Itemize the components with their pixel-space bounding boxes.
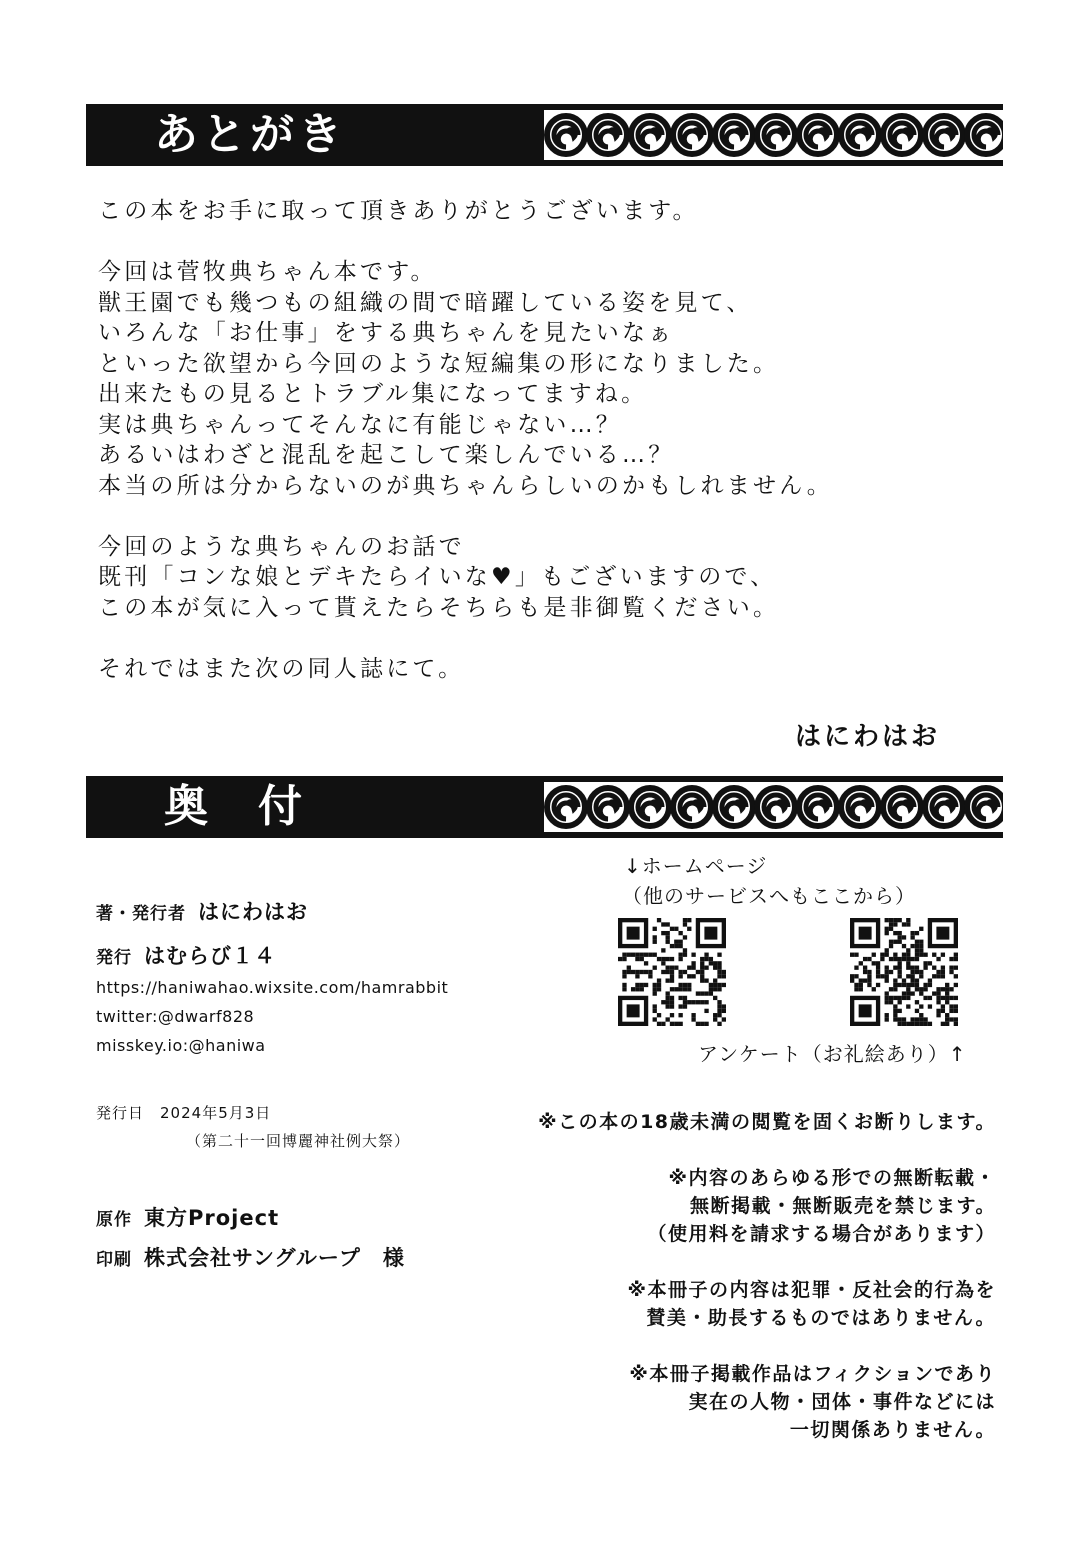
- age-notice: [538, 1108, 996, 1136]
- spiral-wave-icon: [757, 788, 795, 826]
- fiction-notice: [629, 1360, 996, 1444]
- original-row: [96, 1202, 279, 1232]
- author-label: 著・発行者: [96, 904, 186, 924]
- spiral-wave-icon: [589, 116, 627, 154]
- colophon-heading: 奥付: [164, 781, 352, 832]
- afterword-signature: はにわはお: [794, 722, 940, 752]
- afterword-header-band: [86, 104, 1003, 166]
- afterword-line: 今回のような典ちゃんのお話で: [98, 533, 465, 560]
- homepage-caption-sub: （他のサービスへもここから）: [622, 884, 916, 908]
- notice-line: 賛美・助長するものではありません。: [646, 1307, 996, 1329]
- spiral-wave-icon: [673, 788, 711, 826]
- afterword-line: この本が気に入って貰えたらそちらも是非御覧ください。: [98, 594, 780, 621]
- afterword-line: この本をお手に取って頂きありがとうございます。: [98, 198, 699, 224]
- afterword-line: 実は典ちゃんってそんなに有能じゃない…？: [98, 411, 622, 438]
- spiral-wave-icon: [799, 116, 837, 154]
- publisher-name: はむらび１４: [144, 944, 276, 968]
- afterword-line: 獣王園でも幾つもの組織の間で暗躍している姿を見て、: [98, 289, 753, 316]
- notice-line: ※この本の18歳未満の閲覧を固くお断りします。: [538, 1111, 996, 1133]
- spiral-wave-icon: [841, 116, 879, 154]
- spiral-wave-icon: [673, 116, 711, 154]
- twitter-handle[interactable]: twitter:@dwarf828: [96, 1007, 255, 1026]
- spiral-wave-icon: [631, 116, 669, 154]
- afterword-line: 今回は菅牧典ちゃん本です。: [98, 259, 437, 285]
- printer-label: 印刷: [96, 1250, 132, 1270]
- notice-line: ※本冊子の内容は犯罪・反社会的行為を: [627, 1279, 996, 1301]
- spiral-wave-icon: [715, 116, 753, 154]
- afterword-line: 既刊「コンな娘とデキたらイいな♥」もございますので、: [98, 564, 777, 590]
- wave-ornament: [544, 782, 1003, 832]
- notice-line: 無断掲載・無断販売を禁じます。: [690, 1195, 996, 1217]
- spiral-wave-icon: [799, 788, 837, 826]
- publication-date-row: [96, 1102, 271, 1123]
- spiral-wave-icon: [715, 788, 753, 826]
- reprint-notice: [647, 1164, 996, 1248]
- survey-caption: アンケート（お礼絵あり）↑: [698, 1042, 967, 1066]
- spiral-wave-icon: [925, 116, 963, 154]
- afterword-line: それではまた次の同人誌にて。: [98, 655, 465, 682]
- original-work: 東方Project: [144, 1206, 280, 1230]
- misskey-handle[interactable]: misskey.io:@haniwa: [96, 1036, 266, 1055]
- survey-qr-code[interactable]: [850, 918, 958, 1026]
- spiral-wave-icon: [589, 788, 627, 826]
- crime-notice: [628, 1276, 996, 1332]
- homepage-url[interactable]: https://haniwahao.wixsite.com/hamrabbit: [96, 978, 449, 997]
- notice-line: ※本冊子掲載作品はフィクションであり: [629, 1363, 996, 1385]
- original-label: 原作: [96, 1210, 132, 1230]
- colophon-header-band: [86, 776, 1003, 838]
- spiral-wave-icon: [757, 116, 795, 154]
- spiral-wave-icon: [967, 788, 1003, 826]
- notice-line: ※内容のあらゆる形での無断転載・: [668, 1167, 996, 1189]
- homepage-qr-code[interactable]: [618, 918, 726, 1026]
- afterword-line: といった欲望から今回のような短編集の形になりました。: [98, 350, 780, 377]
- publisher-label: 発行: [96, 948, 132, 968]
- notice-line: （使用料を請求する場合があります）: [647, 1223, 996, 1245]
- spiral-wave-icon: [883, 788, 921, 826]
- publication-date: 2024年5月3日: [160, 1104, 272, 1122]
- afterword-body: [98, 196, 958, 684]
- afterword-line: 本当の所は分からないのが典ちゃんらしいのかもしれません。: [98, 472, 833, 499]
- notice-line: 実在の人物・団体・事件などには: [688, 1391, 996, 1413]
- spiral-wave-icon: [883, 116, 921, 154]
- wave-ornament: [544, 110, 1003, 160]
- printer-name: 株式会社サングループ 様: [144, 1246, 405, 1270]
- afterword-line: いろんな「お仕事」をする典ちゃんを見たいなぁ: [98, 320, 675, 346]
- spiral-wave-icon: [925, 788, 963, 826]
- afterword-heading: あとがき: [154, 109, 346, 160]
- event-name: （第二十一回博麗神社例大祭）: [186, 1132, 411, 1150]
- afterword-line: 出来たもの見るとトラブル集になってますね。: [98, 381, 648, 407]
- author-row: [96, 896, 308, 926]
- spiral-wave-icon: [547, 116, 585, 154]
- author-name: はにわはお: [198, 900, 308, 924]
- spiral-wave-icon: [547, 788, 585, 826]
- spiral-wave-icon: [631, 788, 669, 826]
- date-label: 発行日: [96, 1104, 145, 1122]
- notice-line: 一切関係ありません。: [789, 1419, 996, 1441]
- spiral-wave-icon: [967, 116, 1003, 154]
- spiral-wave-icon: [841, 788, 879, 826]
- afterword-line: あるいはわざと混乱を起こして楽しんでいる…？: [98, 442, 675, 468]
- homepage-caption: ↓ホームページ: [624, 854, 768, 878]
- publisher-row: [96, 940, 276, 970]
- printer-row: [96, 1242, 405, 1272]
